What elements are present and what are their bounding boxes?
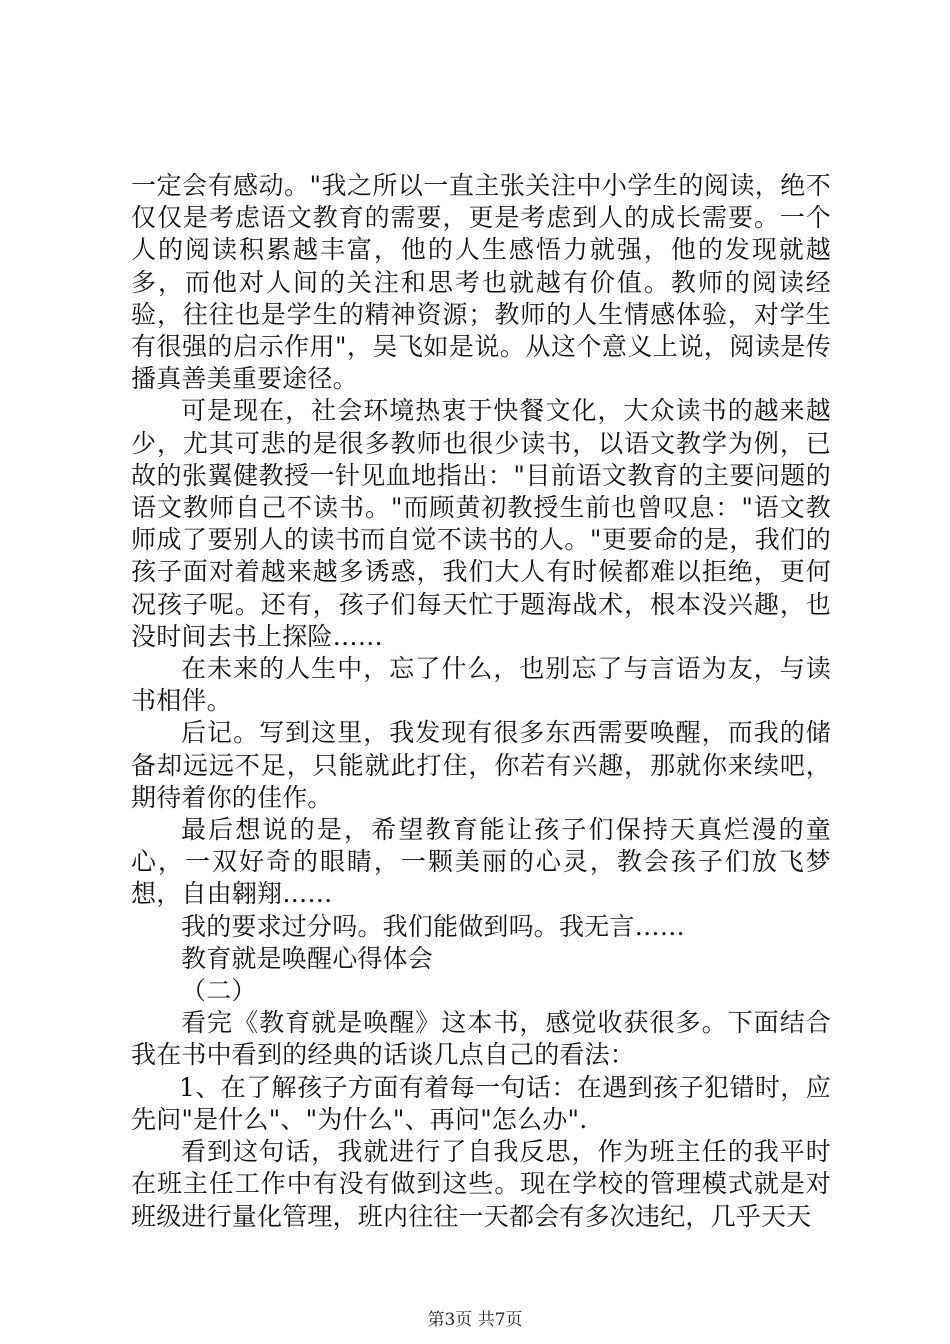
paragraph-9: 看到这句话，我就进行了自我反思，作为班主任的我平时在班主任工作中有没有做到这些。现在学校的管理模式就是对班级进行量化管理，班内往往一天都会有多次违纪，几乎天天 [131, 1137, 831, 1231]
section-subtitle: （二） [181, 976, 257, 1006]
paragraph-4: 后记。写到这里，我发现有很多东西需要唤醒，而我的储备却远远不足，只能就此打住，你若有兴趣，那就你来续吧，期待着你的佳作。 [131, 718, 831, 812]
paragraph-5: 最后想说的是，希望教育能让孩子们保持天真烂漫的童心，一双好奇的眼睛，一颗美丽的心灵，教会孩子们放飞梦想，自由翱翔…… [131, 815, 831, 909]
paragraph-3: 在未来的人生中，忘了什么，也别忘了与言语为友，与读书相伴。 [131, 654, 831, 716]
paragraph-8: 1、在了解孩子方面有着每一句话：在遇到孩子犯错时，应先问"是什么"、"为什么"、再问"怎么办". [131, 1072, 831, 1134]
paragraph-2: 可是现在，社会环境热衷于快餐文化，大众读书的越来越少，尤其可悲的是很多教师也很少读书，以语文教学为例，已故的张翼健教授一针见血地指出："目前语文教育的主要问题的语文教师自己不读书。"而顾黄初教授生前也曾叹息："语文教师成了要别人的读书而自觉不读书的人。"更要命的是，我们的孩子面对着越来越多诱惑，我们大人有时候都难以拒绝，更何况孩子呢。还有，孩子们每天忙于题海战术，根本没兴趣，也没时间去书上探险…… [131, 396, 831, 651]
paragraph-7: 看完《教育就是唤醒》这本书，感觉收获很多。下面结合我在书中看到的经典的话谈几点自己的看法： [131, 1008, 831, 1070]
paragraph-1: 一定会有感动。"我之所以一直主张关注中小学生的阅读，绝不仅仅是考虑语文教育的需要，更是考虑到人的成长需要。一个人的阅读积累越丰富，他的人生感悟力就强，他的发现就越多，而他对人间的关注和思考也就越有价值。教师的阅读经验，往往也是学生的精神资源；教师的人生情感体验，对学生有很强的启示作用"，吴飞如是说。从这个意义上说，阅读是传播真善美重要途径。 [131, 171, 831, 394]
paragraph-6: 我的要求过分吗。我们能做到吗。我无言…… [181, 911, 686, 941]
section-title: 教育就是唤醒心得体会 [181, 943, 434, 973]
page-number-footer: 第3页 共7页 [427, 1310, 523, 1330]
document-body [131, 170, 831, 1233]
